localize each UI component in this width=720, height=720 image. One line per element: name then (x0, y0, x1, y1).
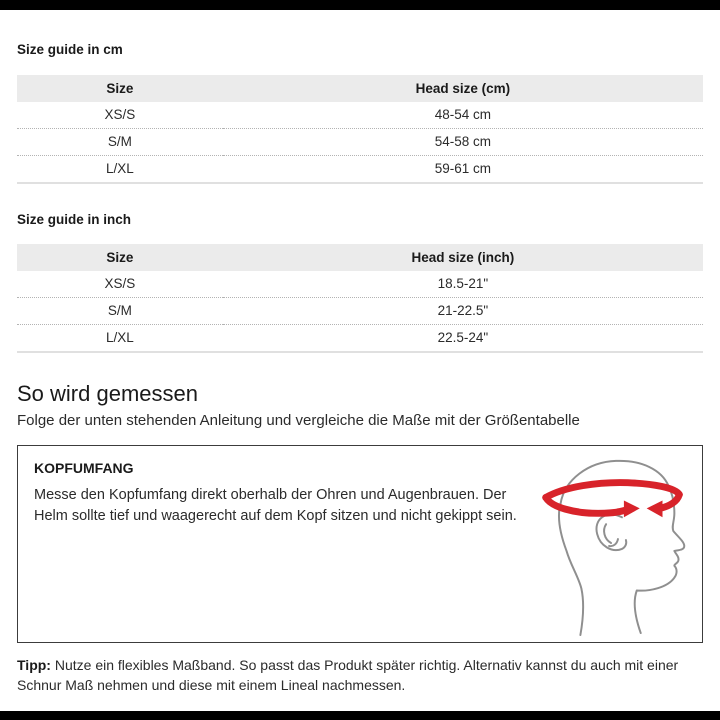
ear-outline (596, 514, 626, 550)
table-row (17, 271, 703, 298)
tip-text: Nutze ein flexibles Maßband. So passt das Produkt später richtig. Alternativ kannst du auch mit einer Schnur Maß nehmen und diese mit einem Lineal nachmessen. (17, 656, 679, 694)
column-header-head-size-cm: Head size (cm) (223, 75, 703, 102)
tip-paragraph (17, 655, 703, 696)
table-row (17, 155, 703, 183)
table-row (17, 102, 703, 129)
column-header-size: Size (17, 244, 223, 271)
head-size-cell: 48-54 cm (434, 106, 492, 122)
size-guide-content (0, 42, 720, 696)
kopfumfang-title: KOPFUMFANG (34, 459, 134, 476)
inch-table-title: Size guide in inch (17, 211, 132, 227)
inch-size-table (17, 244, 703, 353)
measure-heading: So wird gemessen (17, 381, 198, 407)
column-header-size: Size (17, 75, 223, 102)
table-row (17, 128, 703, 155)
kopfumfang-box (17, 445, 703, 643)
head-size-cell: 59-61 cm (223, 155, 703, 183)
size-cell: XS/S (104, 276, 136, 292)
measure-intro: Folge der unten stehenden Anleitung und vergleiche die Maße mit der Größentabelle (17, 412, 580, 430)
size-cell: S/M (17, 128, 223, 155)
top-border-bar (0, 0, 720, 10)
size-cell: L/XL (17, 155, 223, 183)
bottom-border-bar (0, 711, 720, 720)
ear-inner-line (604, 524, 611, 543)
cm-table-title: Size guide in cm (17, 42, 123, 57)
size-cell: L/XL (17, 325, 223, 353)
arrowhead-right (624, 500, 640, 517)
table-header-row (17, 244, 703, 271)
table-header-row (17, 75, 703, 102)
size-cell: S/M (17, 298, 223, 325)
measuring-tape-arrows (546, 482, 680, 517)
table-row (17, 325, 703, 353)
table-row (17, 298, 703, 325)
tip-label: Tipp: (17, 656, 51, 673)
head-size-cell: 22.5-24" (223, 325, 703, 353)
cm-size-table (17, 75, 703, 184)
column-header-head-size-inch: Head size (inch) (223, 244, 703, 271)
head-size-cell: 54-58 cm (223, 128, 703, 155)
head-size-cell: 18.5-21" (437, 276, 489, 292)
size-cell: XS/S (104, 106, 136, 122)
head-circumference-illustration (540, 452, 692, 636)
head-size-cell: 21-22.5" (223, 298, 703, 325)
arrowhead-left (647, 500, 663, 517)
kopfumfang-text: Messe den Kopfumfang direkt oberhalb der Ohren und Augenbrauen. Der Helm sollte tief und waagerecht auf dem Kopf sitzen und nicht gekippt sein. (34, 486, 517, 525)
